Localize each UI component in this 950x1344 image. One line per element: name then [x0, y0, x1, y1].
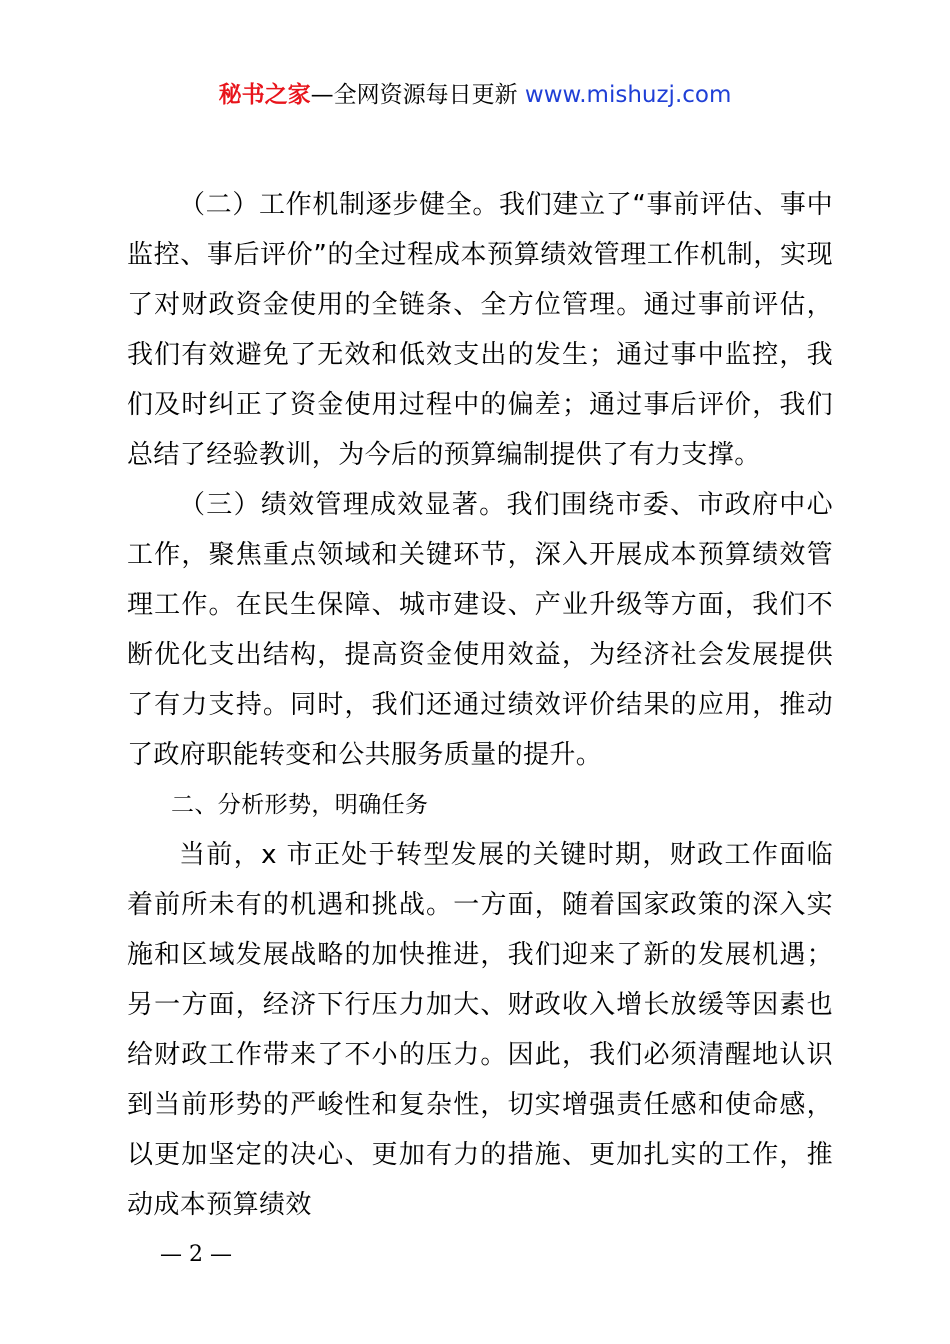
- paragraph-work-mechanism: （二）工作机制逐步健全。我们建立了“事前评估、事中监控、事后评价”的全过程成本预算绩效管理工作机制，实现了对财政资金使用的全链条、全方位管理。通过事前评估，我们有效避免了无效和低效支出的发生；通过事中监控，我们及时纠正了资金使用过程中的偏差；通过事后评价，我们总结了经验教训，为今后的预算编制提供了有力支撑。: [127, 190, 833, 470]
- brand-name: 秘书之家: [218, 82, 311, 108]
- paragraph-current-situation: 当前，x 市正处于转型发展的关键时期，财政工作面临着前所未有的机遇和挑战。一方面，随着国家政策的深入实施和区域发展战略的加快推进，我们迎来了新的发展机遇；另一方面，经济下行压力加大、财政收入增长放缓等因素也给财政工作带来了不小的压力。因此，我们必须清醒地认识到当前形势的严峻性和复杂性，切实增强责任感和使命感，以更加坚定的决心、更加有力的措施、更加扎实的工作，推动成本预算绩效: [127, 840, 833, 1220]
- site-url: www.mishuzj.com: [517, 82, 732, 108]
- header-tagline: —全网资源每日更新: [310, 82, 518, 108]
- page-header: [0, 78, 950, 112]
- paragraph-performance-results: （三）绩效管理成效显著。我们围绕市委、市政府中心工作，聚焦重点领域和关键环节，深入开展成本预算绩效管理工作。在民生保障、城市建设、产业升级等方面，我们不断优化支出结构，提高资金使用效益，为经济社会发展提供了有力支持。同时，我们还通过绩效评价结果的应用，推动了政府职能转变和公共服务质量的提升。: [127, 490, 833, 770]
- document-body: [127, 180, 833, 1230]
- section-heading: 二、分析形势，明确任务: [171, 792, 429, 818]
- page-number: — 2 —: [160, 1242, 232, 1267]
